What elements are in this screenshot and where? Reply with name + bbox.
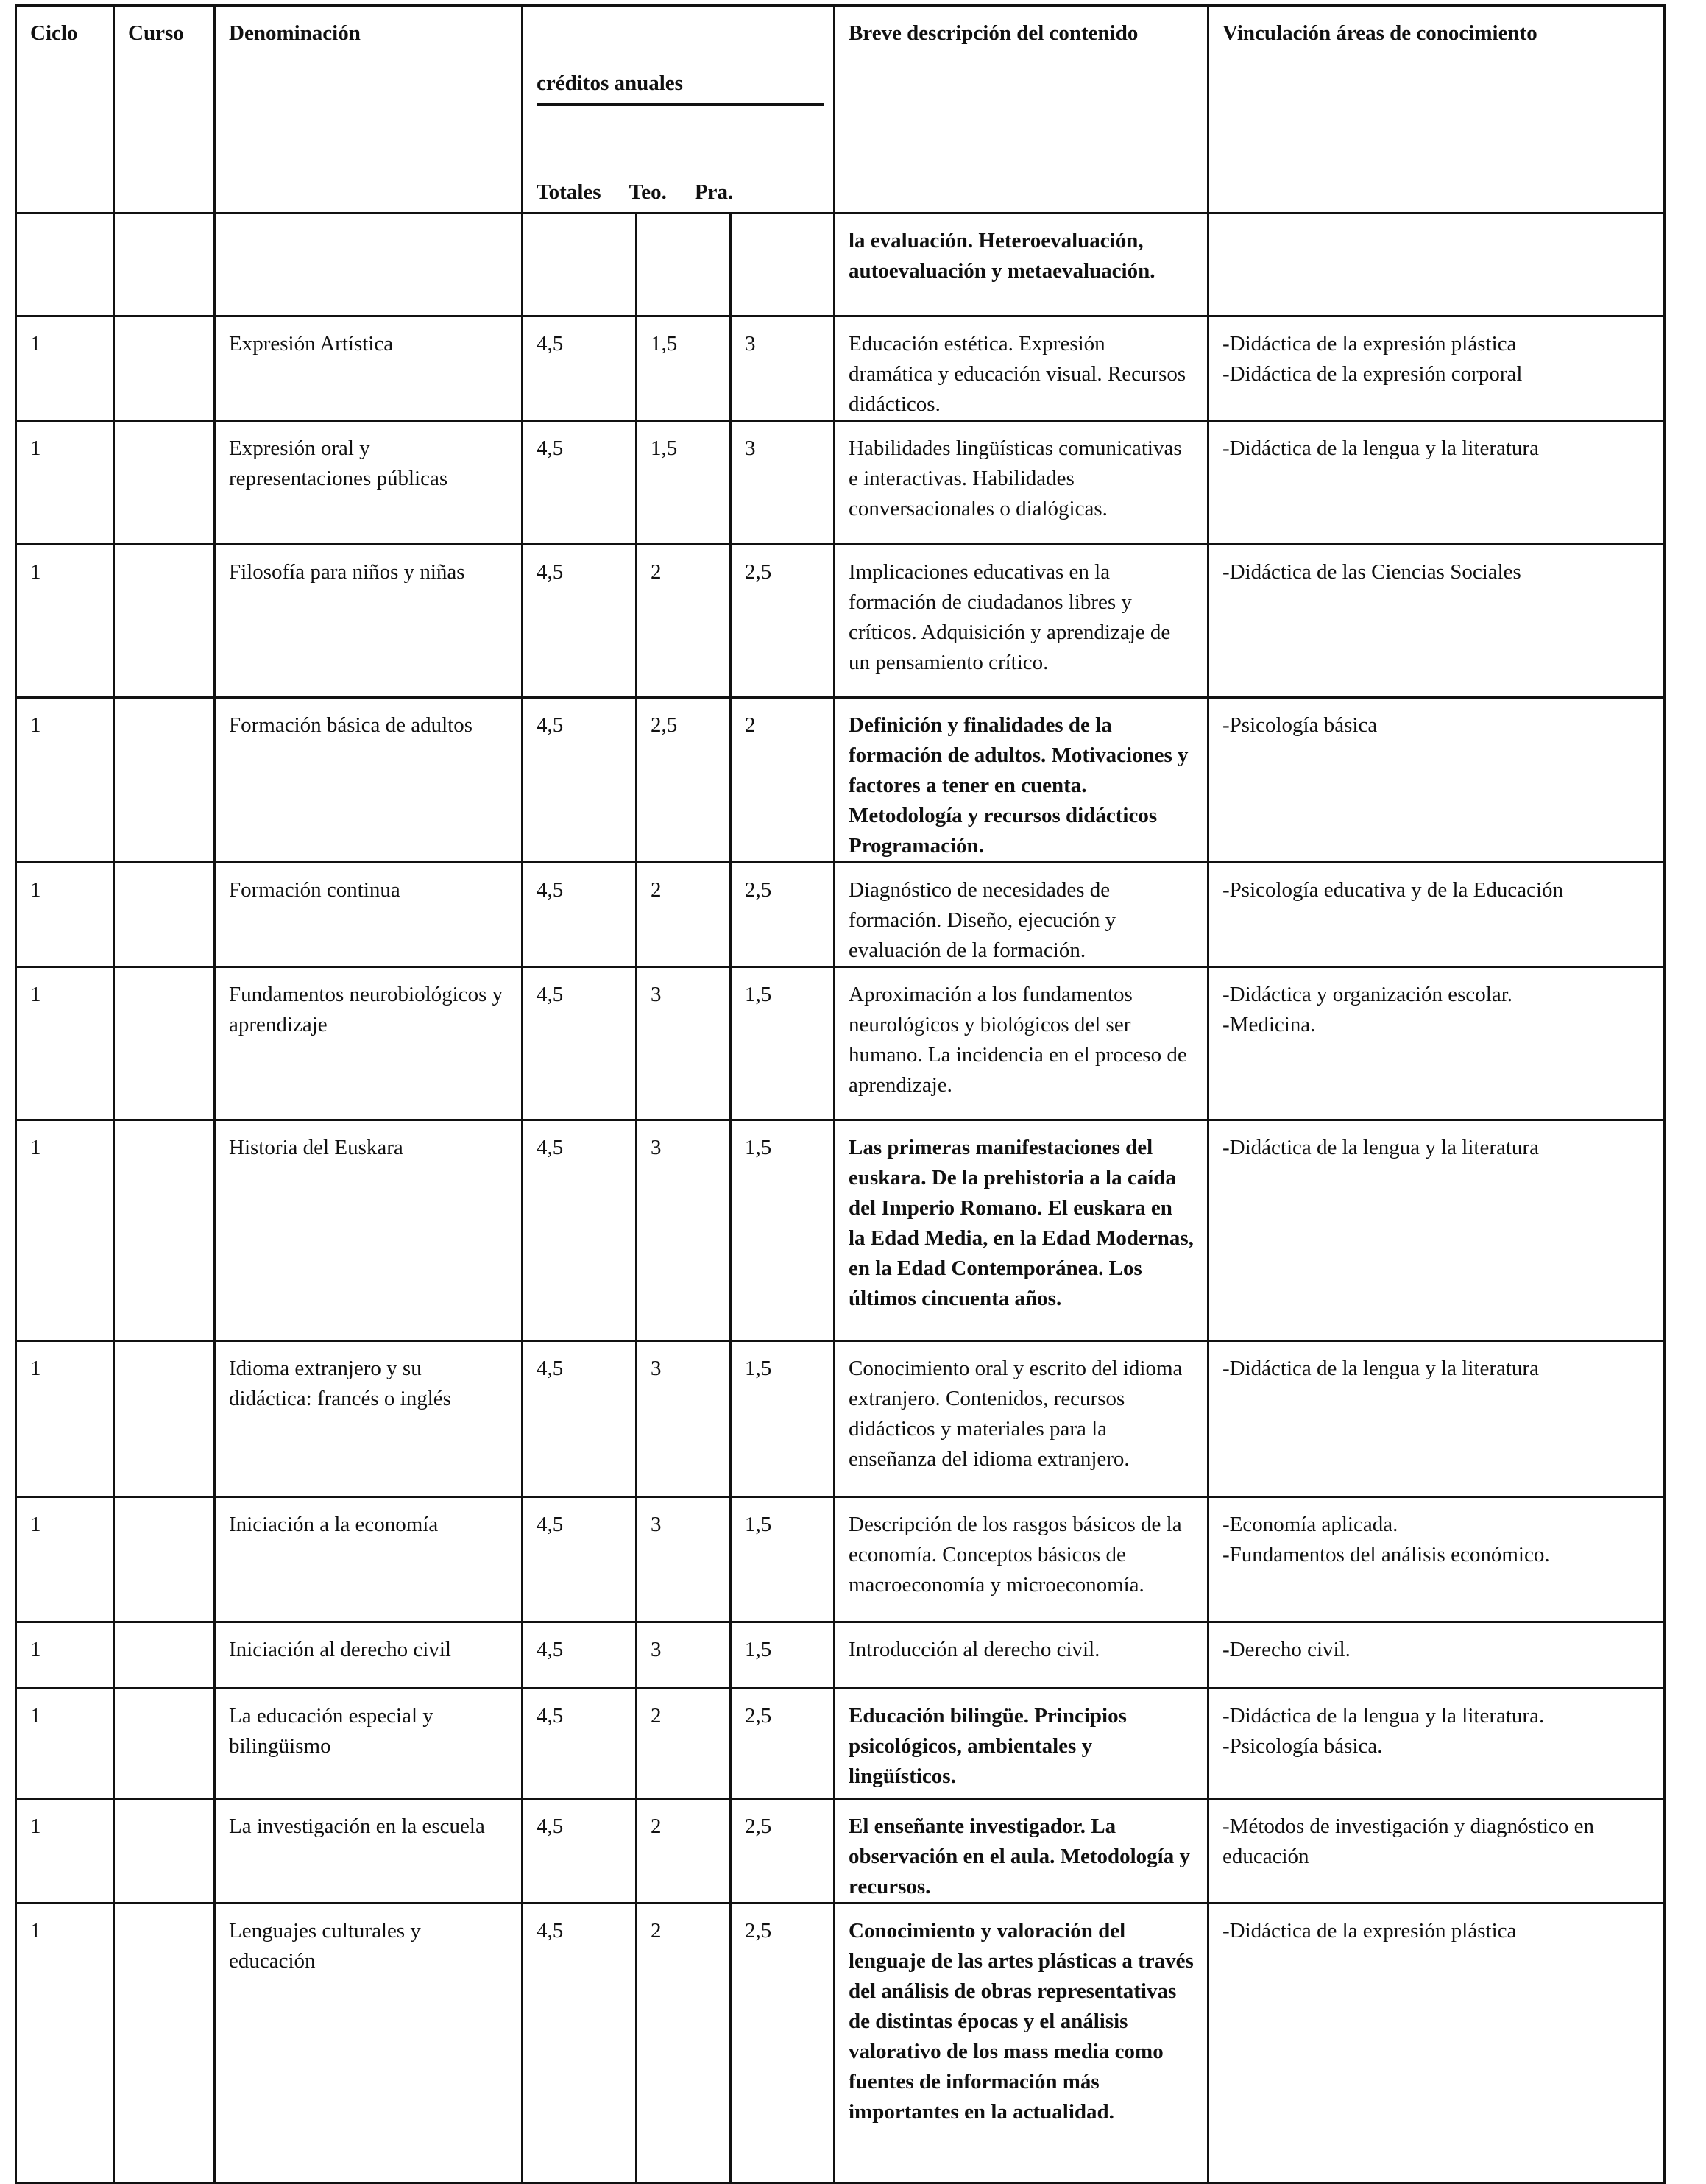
cell-totales: 4,5: [523, 1799, 637, 1904]
cell-ciclo: [16, 213, 114, 317]
header-pra: Pra.: [694, 180, 734, 204]
cell-curso: [114, 545, 215, 698]
table-row: [16, 1689, 1665, 1799]
cell-vinculacion: -Didáctica de la expresión plástica: [1208, 1904, 1665, 2183]
cell-ciclo: 1: [16, 545, 114, 698]
cell-teo: 3: [637, 1120, 731, 1341]
cell-curso: [114, 1341, 215, 1497]
cell-ciclo: 1: [16, 421, 114, 545]
cell-vinculacion: -Psicología educativa y de la Educación: [1208, 863, 1665, 967]
cell-teo: 3: [637, 1497, 731, 1622]
cell-descripcion: Diagnóstico de necesidades de formación. Diseño, ejecución y evaluación de la formación.: [835, 863, 1208, 967]
cell-totales: 4,5: [523, 545, 637, 698]
cell-descripcion: Conocimiento y valoración del lenguaje de las artes plásticas a través del análisis de obras representativas de distintas épocas y el análisis valorativo de los mass media como fuentes de información más importantes en la actualidad.: [835, 1904, 1208, 2183]
cell-pra: 1,5: [731, 1622, 835, 1689]
cell-vinculacion: -Didáctica de las Ciencias Sociales: [1208, 545, 1665, 698]
cell-pra: 1,5: [731, 1341, 835, 1497]
cell-teo: 3: [637, 1622, 731, 1689]
header-totales: Totales: [537, 180, 601, 204]
cell-totales: 4,5: [523, 698, 637, 863]
cell-vinculacion: -Economía aplicada. -Fundamentos del análisis económico.: [1208, 1497, 1665, 1622]
cell-vinculacion: -Didáctica de la lengua y la literatura. -Psicología básica.: [1208, 1689, 1665, 1799]
cell-totales: 4,5: [523, 1904, 637, 2183]
cell-pra: 2,5: [731, 1904, 835, 2183]
cell-vinculacion: -Psicología básica: [1208, 698, 1665, 863]
cell-curso: [114, 863, 215, 967]
cell-pra: 1,5: [731, 967, 835, 1120]
cell-vinculacion: [1208, 213, 1665, 317]
cell-teo: 3: [637, 967, 731, 1120]
table-row: [16, 863, 1665, 967]
cell-denominacion: Historia del Euskara: [215, 1120, 523, 1341]
cell-pra: 2,5: [731, 863, 835, 967]
cell-curso: [114, 213, 215, 317]
cell-descripcion: Educación bilingüe. Principios psicológicos, ambientales y lingüísticos.: [835, 1689, 1208, 1799]
cell-teo: 1,5: [637, 421, 731, 545]
cell-curso: [114, 1622, 215, 1689]
table-row: [16, 545, 1665, 698]
cell-vinculacion: -Derecho civil.: [1208, 1622, 1665, 1689]
cell-teo: [637, 213, 731, 317]
header-row: [16, 6, 1665, 213]
table-body: [16, 317, 1665, 2183]
cell-teo: 2,5: [637, 698, 731, 863]
cell-vinculacion: -Didáctica y organización escolar. -Medicina.: [1208, 967, 1665, 1120]
header-creditos-title: créditos anuales: [537, 68, 824, 106]
cell-denominacion: Idioma extranjero y su didáctica: francés o inglés: [215, 1341, 523, 1497]
cell-pra: 2,5: [731, 1689, 835, 1799]
cell-vinculacion: -Métodos de investigación y diagnóstico en educación: [1208, 1799, 1665, 1904]
cell-descripcion: Conocimiento oral y escrito del idioma extranjero. Contenidos, recursos didácticos y materiales para la enseñanza del idioma extranjero.: [835, 1341, 1208, 1497]
cell-totales: [523, 213, 637, 317]
curriculum-table: [15, 4, 1666, 2184]
cell-descripcion: Descripción de los rasgos básicos de la economía. Conceptos básicos de macroeconomía y microeconomía.: [835, 1497, 1208, 1622]
cell-curso: [114, 698, 215, 863]
cell-pra: 1,5: [731, 1497, 835, 1622]
cell-teo: 2: [637, 545, 731, 698]
table-row: [16, 1341, 1665, 1497]
table-row: [16, 1497, 1665, 1622]
cell-denominacion: Formación continua: [215, 863, 523, 967]
cell-ciclo: 1: [16, 698, 114, 863]
cell-totales: 4,5: [523, 863, 637, 967]
cell-teo: 1,5: [637, 317, 731, 421]
cell-denominacion: Filosofía para niños y niñas: [215, 545, 523, 698]
cell-curso: [114, 967, 215, 1120]
cell-teo: 2: [637, 1689, 731, 1799]
cell-vinculacion: -Didáctica de la lengua y la literatura: [1208, 1341, 1665, 1497]
table-row: [16, 967, 1665, 1120]
cell-ciclo: 1: [16, 317, 114, 421]
cell-denominacion: Iniciación a la economía: [215, 1497, 523, 1622]
table-row: [16, 1799, 1665, 1904]
cell-descripcion: Las primeras manifestaciones del euskara. De la prehistoria a la caída del Imperio Romano. El euskara en la Edad Media, en la Edad Modernas, en la Edad Contemporánea. Los últimos cincuenta años.: [835, 1120, 1208, 1341]
cell-denominacion: La investigación en la escuela: [215, 1799, 523, 1904]
cell-teo: 2: [637, 1904, 731, 2183]
cell-vinculacion: -Didáctica de la lengua y la literatura: [1208, 1120, 1665, 1341]
cell-curso: [114, 1497, 215, 1622]
cell-totales: 4,5: [523, 967, 637, 1120]
cell-teo: 2: [637, 863, 731, 967]
cell-denominacion: [215, 213, 523, 317]
cell-ciclo: 1: [16, 1497, 114, 1622]
header-teo: Teo.: [629, 180, 667, 204]
cell-totales: 4,5: [523, 1341, 637, 1497]
table-row: [16, 1120, 1665, 1341]
cell-pra: 2,5: [731, 1799, 835, 1904]
cell-pra: [731, 213, 835, 317]
cell-curso: [114, 317, 215, 421]
curriculum-sheet: [15, 4, 1663, 2169]
header-vinculacion: Vinculación áreas de conocimiento: [1208, 6, 1665, 213]
cell-vinculacion: -Didáctica de la expresión plástica -Didáctica de la expresión corporal: [1208, 317, 1665, 421]
cell-curso: [114, 1799, 215, 1904]
cell-denominacion: Lenguajes culturales y educación: [215, 1904, 523, 2183]
cell-ciclo: 1: [16, 1904, 114, 2183]
cell-pra: 1,5: [731, 1120, 835, 1341]
cell-curso: [114, 1904, 215, 2183]
cell-denominacion: Fundamentos neurobiológicos y aprendizaje: [215, 967, 523, 1120]
header-descripcion: Breve descripción del contenido: [835, 6, 1208, 213]
table-row: [16, 698, 1665, 863]
table-row: [16, 317, 1665, 421]
cell-totales: 4,5: [523, 1689, 637, 1799]
table-row: [16, 1904, 1665, 2183]
cell-pra: 2: [731, 698, 835, 863]
cell-pra: 3: [731, 317, 835, 421]
cell-denominacion: Expresión Artística: [215, 317, 523, 421]
cell-pra: 2,5: [731, 545, 835, 698]
cell-descripcion: Educación estética. Expresión dramática y educación visual. Recursos didácticos.: [835, 317, 1208, 421]
cell-descripcion: El enseñante investigador. La observación en el aula. Metodología y recursos.: [835, 1799, 1208, 1904]
cell-curso: [114, 1120, 215, 1341]
table-row: [16, 421, 1665, 545]
cell-totales: 4,5: [523, 421, 637, 545]
cell-descripcion: Habilidades lingüísticas comunicativas e interactivas. Habilidades conversacionales o dialógicas.: [835, 421, 1208, 545]
header-creditos: [523, 6, 835, 213]
cell-totales: 4,5: [523, 317, 637, 421]
cell-totales: 4,5: [523, 1120, 637, 1341]
cell-totales: 4,5: [523, 1497, 637, 1622]
cell-pra: 3: [731, 421, 835, 545]
cell-vinculacion: -Didáctica de la lengua y la literatura: [1208, 421, 1665, 545]
cell-descripcion: Aproximación a los fundamentos neurológicos y biológicos del ser humano. La incidencia en el proceso de aprendizaje.: [835, 967, 1208, 1120]
cell-ciclo: 1: [16, 1120, 114, 1341]
cell-ciclo: 1: [16, 1341, 114, 1497]
cell-ciclo: 1: [16, 863, 114, 967]
cell-descripcion: Implicaciones educativas en la formación de ciudadanos libres y críticos. Adquisición y aprendizaje de un pensamiento crítico.: [835, 545, 1208, 698]
cell-teo: 3: [637, 1341, 731, 1497]
header-curso: Curso: [114, 6, 215, 213]
cell-totales: 4,5: [523, 1622, 637, 1689]
cell-descripcion: la evaluación. Heteroevaluación, autoevaluación y metaevaluación.: [835, 213, 1208, 317]
cell-ciclo: 1: [16, 1799, 114, 1904]
cell-denominacion: Iniciación al derecho civil: [215, 1622, 523, 1689]
cell-teo: 2: [637, 1799, 731, 1904]
cell-denominacion: Formación básica de adultos: [215, 698, 523, 863]
cell-descripcion: Introducción al derecho civil.: [835, 1622, 1208, 1689]
cell-curso: [114, 421, 215, 545]
header-ciclo: Ciclo: [16, 6, 114, 213]
cell-ciclo: 1: [16, 967, 114, 1120]
cell-ciclo: 1: [16, 1689, 114, 1799]
header-denominacion: Denominación: [215, 6, 523, 213]
cell-ciclo: 1: [16, 1622, 114, 1689]
table-row: [16, 1622, 1665, 1689]
cell-curso: [114, 1689, 215, 1799]
continuation-row: [16, 213, 1665, 317]
cell-denominacion: Expresión oral y representaciones públicas: [215, 421, 523, 545]
cell-denominacion: La educación especial y bilingüismo: [215, 1689, 523, 1799]
cell-descripcion: Definición y finalidades de la formación de adultos. Motivaciones y factores a tener en cuenta. Metodología y recursos didácticos Programación.: [835, 698, 1208, 863]
header-creditos-subcolumns: [537, 177, 761, 208]
